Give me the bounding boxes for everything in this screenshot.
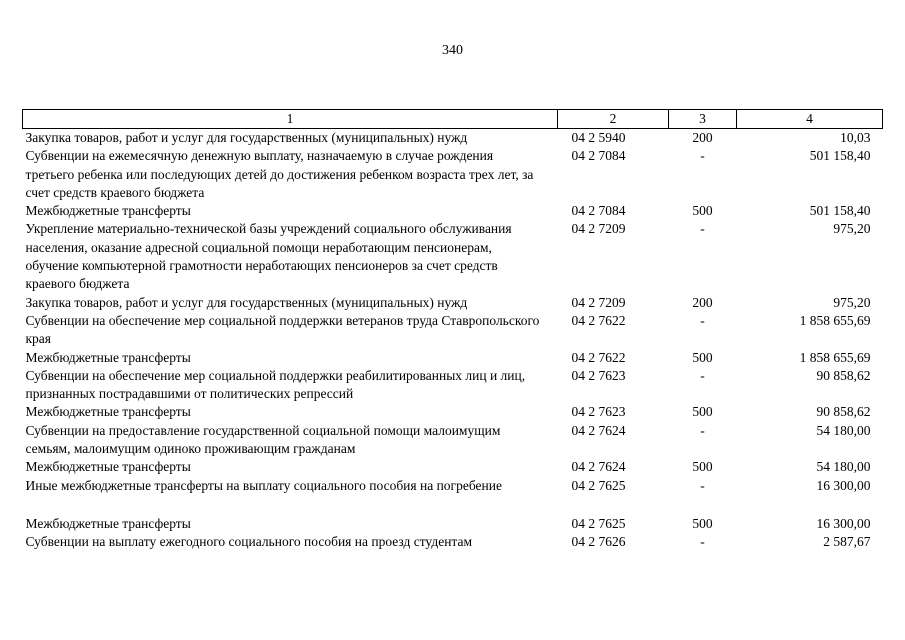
- row-name: Межбюджетные трансферты: [25, 349, 191, 365]
- row-expense-type: 500: [692, 459, 713, 475]
- row-name: Закупка товаров, работ и услуг для государственных (муниципальных) нужд: [25, 130, 468, 145]
- table-row: [23, 495, 883, 533]
- row-name: Укрепление материально-технической базы учреждений социального обслуживания населения, оказание адресной социальной помощи неработающим пенсионерам, обучение компьютерной грамотности неработающих пенсионеров за счет средств краевого бюджета: [25, 221, 512, 292]
- row-code: 04 2 7624: [571, 459, 626, 475]
- row-expense-type: -: [700, 477, 705, 493]
- row-name: Межбюджетные трансферты: [25, 459, 191, 475]
- table-row: [23, 202, 883, 220]
- budget-table-container: [22, 109, 882, 552]
- row-code: 04 2 5940: [571, 130, 626, 145]
- row-code: 04 2 7084: [571, 203, 626, 219]
- row-code: 04 2 7625: [571, 515, 626, 531]
- row-name: Закупка товаров, работ и услуг для государственных (муниципальных) нужд: [25, 294, 468, 310]
- row-code: 04 2 7626: [571, 534, 626, 550]
- row-amount: 16 300,00: [816, 477, 871, 493]
- table-header: [23, 110, 883, 129]
- row-amount: 2 587,67: [823, 534, 871, 550]
- table-row: [23, 403, 883, 421]
- row-expense-type: 200: [692, 294, 713, 310]
- table-row: [23, 422, 883, 459]
- table-row: [23, 349, 883, 367]
- page-number: 340: [442, 43, 463, 58]
- row-name: Межбюджетные трансферты: [25, 203, 191, 219]
- row-code: 04 2 7209: [571, 294, 626, 310]
- header-col-3: 3: [669, 110, 737, 129]
- row-expense-type: 500: [692, 203, 713, 219]
- row-code: 04 2 7623: [571, 404, 626, 420]
- header-col-2: 2: [558, 110, 669, 129]
- row-code: 04 2 7625: [571, 477, 626, 493]
- header-col-4: 4: [737, 110, 883, 129]
- row-code: 04 2 7209: [571, 221, 626, 237]
- row-expense-type: -: [700, 312, 705, 328]
- row-amount: 501 158,40: [809, 148, 871, 164]
- row-amount: 1 858 655,69: [799, 349, 871, 365]
- row-code: 04 2 7622: [571, 312, 626, 328]
- table-row: [23, 147, 883, 202]
- row-amount: 975,20: [833, 294, 871, 310]
- table-row: [23, 220, 883, 293]
- row-expense-type: -: [700, 422, 705, 438]
- table-row: [23, 477, 883, 495]
- row-amount: 54 180,00: [816, 422, 871, 438]
- row-amount: 1 858 655,69: [799, 312, 871, 328]
- table-row: [23, 367, 883, 404]
- row-name: Субвенции на выплату ежегодного социального пособия на проезд студентам: [25, 534, 473, 550]
- row-expense-type: 200: [692, 130, 713, 145]
- row-code: 04 2 7624: [571, 422, 626, 438]
- table-row: [23, 294, 883, 312]
- row-code: 04 2 7622: [571, 349, 626, 365]
- row-name: Межбюджетные трансферты: [25, 515, 191, 531]
- row-expense-type: 500: [692, 404, 713, 420]
- row-name: Иные межбюджетные трансферты на выплату социального пособия на погребение: [25, 477, 502, 493]
- row-expense-type: -: [700, 534, 705, 550]
- budget-table: [22, 109, 883, 552]
- row-amount: 10,03: [840, 130, 871, 145]
- table-body: [23, 129, 883, 552]
- table-row: [23, 458, 883, 476]
- row-name: Субвенции на предоставление государственной социальной помощи малоимущим семьям, малоимущим одиноко проживающим гражданам: [25, 422, 501, 457]
- row-name: Субвенции на ежемесячную денежную выплату, назначаемую в случае рождения третьего ребенка или последующих детей до достижения ребенком возраста трех лет, за счет средств краевого бюджета: [25, 148, 534, 200]
- table-row: [23, 129, 883, 148]
- header-col-1: 1: [23, 110, 558, 129]
- row-amount: 975,20: [833, 221, 871, 237]
- row-name: Субвенции на обеспечение мер социальной поддержки ветеранов труда Ставропольского края: [25, 312, 540, 347]
- row-expense-type: -: [700, 221, 705, 237]
- row-name: Межбюджетные трансферты: [25, 404, 191, 420]
- table-row: [23, 312, 883, 349]
- row-expense-type: 500: [692, 515, 713, 531]
- row-amount: 16 300,00: [816, 515, 871, 531]
- row-expense-type: 500: [692, 349, 713, 365]
- row-expense-type: -: [700, 367, 705, 383]
- header-row: [23, 110, 883, 129]
- row-code: 04 2 7623: [571, 367, 626, 383]
- row-amount: 501 158,40: [809, 203, 871, 219]
- row-name: Субвенции на обеспечение мер социальной поддержки реабилитированных лиц и лиц, признанных пострадавшими от политических репрессий: [25, 367, 526, 402]
- row-amount: 90 858,62: [816, 367, 871, 383]
- table-row: [23, 533, 883, 551]
- row-expense-type: -: [700, 148, 705, 164]
- row-amount: 54 180,00: [816, 459, 871, 475]
- row-amount: 90 858,62: [816, 404, 871, 420]
- row-code: 04 2 7084: [571, 148, 626, 164]
